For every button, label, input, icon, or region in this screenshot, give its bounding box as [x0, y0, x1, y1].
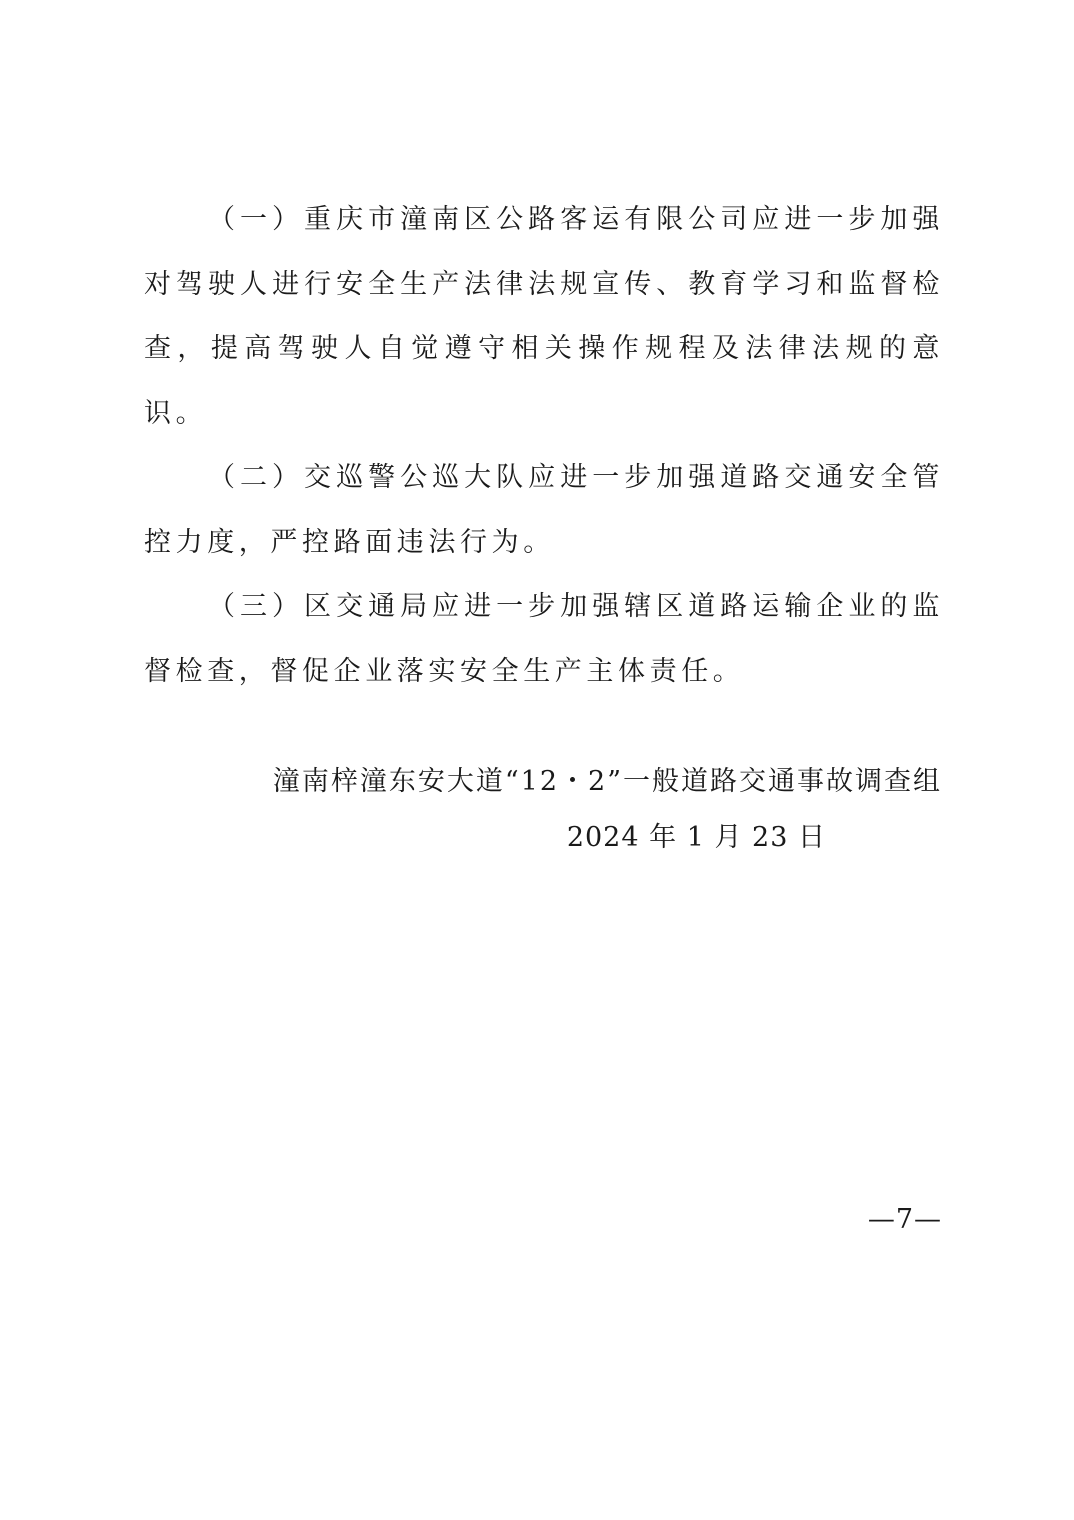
- paragraph-2: （二）交巡警公巡大队应进一步加强道路交通安全管控力度，严控路面违法行为。: [144, 462, 944, 558]
- paragraph-1: （一）重庆市潼南区公路客运有限公司应进一步加强对驾驶人进行安全生产法律法规宣传、教育学习和监督检查，提高驾驶人自觉遵守相关操作规程及法律法规的意识。: [144, 204, 944, 429]
- signature-date: 2024 年 1 月 23 日: [566, 822, 826, 853]
- signature-organization: 潼南梓潼东安大道“12・2”一般道路交通事故调查组: [272, 766, 942, 797]
- signature-block: [273, 760, 942, 860]
- page-number: —7—: [867, 1204, 942, 1235]
- paragraph-3: （三）区交通局应进一步加强辖区道路运输企业的监督检查，督促企业落实安全生产主体责任。: [144, 591, 944, 687]
- document-body: [144, 188, 944, 704]
